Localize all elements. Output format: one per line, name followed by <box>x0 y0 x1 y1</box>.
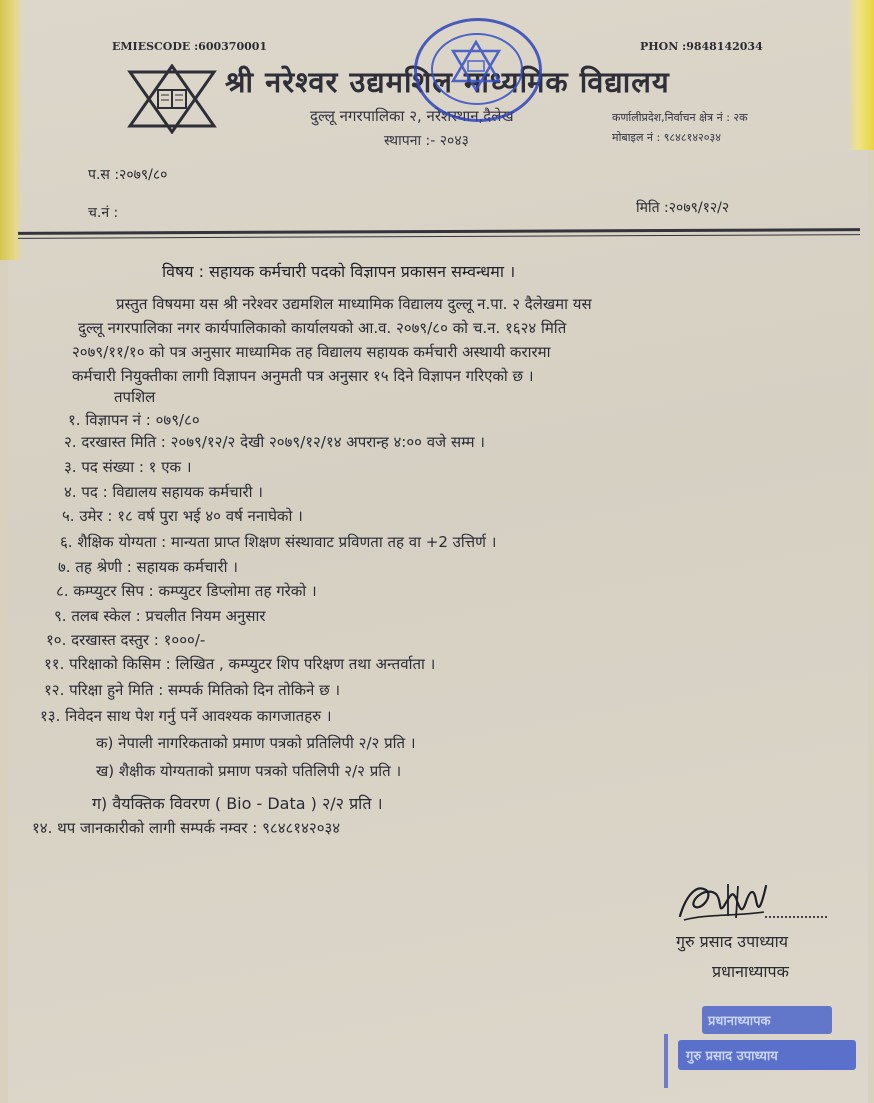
letter-date: मिति :२०७९/१२/२ <box>636 200 730 216</box>
background-edge-right <box>848 0 874 150</box>
headmaster-stamp <box>664 998 864 1090</box>
list-sub-item: क) नेपाली नागरिकताको प्रमाण पत्रको प्रतिलिपी २/२ प्रति । <box>96 734 416 752</box>
stamp-text: गुरु प्रसाद उपाध्याय <box>686 1049 778 1064</box>
mobile-info: मोबाइल नं : ९८४८१४२०३४ <box>612 131 721 144</box>
list-item: ३. पद संख्या : १ एक । <box>64 458 192 476</box>
list-item: ८. कम्प्युटर सिप : कम्प्युटर डिप्लोमा तह गरेको । <box>56 582 317 600</box>
established-year: स्थापना :- २०४३ <box>384 133 469 149</box>
province-info: कर्णालीप्रदेश,निर्वाचन क्षेत्र नं : २क <box>612 111 748 124</box>
list-item: ९. तलब स्केल : प्रचलीत नियम अनुसार <box>54 607 266 625</box>
background-edge-left <box>0 0 22 260</box>
list-item: २. दरखास्त मिति : २०७९/१२/२ देखी २०७९/१२/१४ अपरान्ह ४:०० वजे सम्म । <box>64 433 485 451</box>
list-item: १. विज्ञापन नं : ०७९/८० <box>68 411 200 429</box>
list-item: १४. थप जानकारीको लागी सम्पर्क नम्वर : ९८४८१४२०३४ <box>32 819 341 837</box>
list-item: ५. उमेर : १८ वर्ष पुरा भई ४० वर्ष ननाघेको । <box>62 507 303 525</box>
signatory-name: गुरु प्रसाद उपाध्याय <box>676 932 789 951</box>
list-item: ४. पद : विद्यालय सहायक कर्मचारी । <box>64 483 263 501</box>
body-line: दुल्लू नगरपालिका नगर कार्यपालिकाको कार्यालयको आ.व. २०७९/८० को च.न. १६२४ मिति <box>78 319 567 337</box>
stamp-text: प्रधानाध्यापक <box>708 1014 771 1029</box>
body-paragraph <box>72 292 802 388</box>
tapsil-heading: तपशिल <box>114 388 156 406</box>
list-item: ७. तह श्रेणी : सहायक कर्मचारी । <box>58 558 238 576</box>
body-line: २०७९/११/१० को पत्र अनुसार माध्यामिक तह विद्यालय सहायक कर्मचारी अस्थायी करारमा <box>72 343 551 361</box>
patra-sankhya: प.स :२०७९/८० <box>88 167 168 183</box>
list-item: ११. परिक्षाको किसिम : लिखित , कम्प्युटर शिप परिक्षण तथा अन्तर्वाता । <box>44 655 436 673</box>
phone-number: PHON :9848142034 <box>640 40 763 53</box>
chalani-number: च.नं : <box>88 205 119 221</box>
school-address: दुल्लू नगरपालिका २, नरेशस्थान,दैलेख <box>310 107 514 125</box>
school-name: श्री नरेश्वर उद्यमशिल माध्यमिक विद्यालय <box>225 65 670 99</box>
list-item: ६. शैक्षिक योग्यता : मान्यता प्राप्त शिक्षण संस्थावाट प्रविणता तह वा +2 उत्तिर्ण । <box>60 533 497 551</box>
body-line: कर्मचारी नियुक्तीका लागी विज्ञापन अनुमती पत्र अनुसार १५ दिने विज्ञापन गरिएको छ । <box>72 367 534 385</box>
signatory-title: प्रधानाध्यापक <box>712 962 789 981</box>
list-sub-item: ख) शैक्षीक योग्यताको प्रमाण पत्रको पतिलिपी २/२ प्रति । <box>96 762 402 780</box>
subject-line: विषय : सहायक कर्मचारी पदको विज्ञापन प्रकासन सम्वन्धमा । <box>162 262 516 281</box>
emis-code: EMIESCODE :600370001 <box>112 40 268 53</box>
list-item: १२. परिक्षा हुने मिति : सम्पर्क मितिको दिन तोकिने छ । <box>44 681 341 699</box>
list-item: १३. निवेदन साथ पेश गर्नु पर्ने आवश्यक कागजातहरु । <box>40 707 332 725</box>
school-round-stamp <box>414 18 542 122</box>
body-line: प्रस्तुत विषयमा यस श्री नरेश्वर उद्यमशिल माध्यामिक विद्यालय दुल्लू न.पा. २ दैलेखमा यस <box>116 295 592 313</box>
school-emblem-icon <box>124 64 220 138</box>
handwritten-signature <box>676 876 772 934</box>
list-item: १०. दरखास्त दस्तुर : १०००/- <box>46 631 206 649</box>
list-sub-item: ग) वैयक्तिक विवरण ( Bio - Data ) २/२ प्रति । <box>92 794 383 813</box>
signature-line <box>765 916 827 918</box>
